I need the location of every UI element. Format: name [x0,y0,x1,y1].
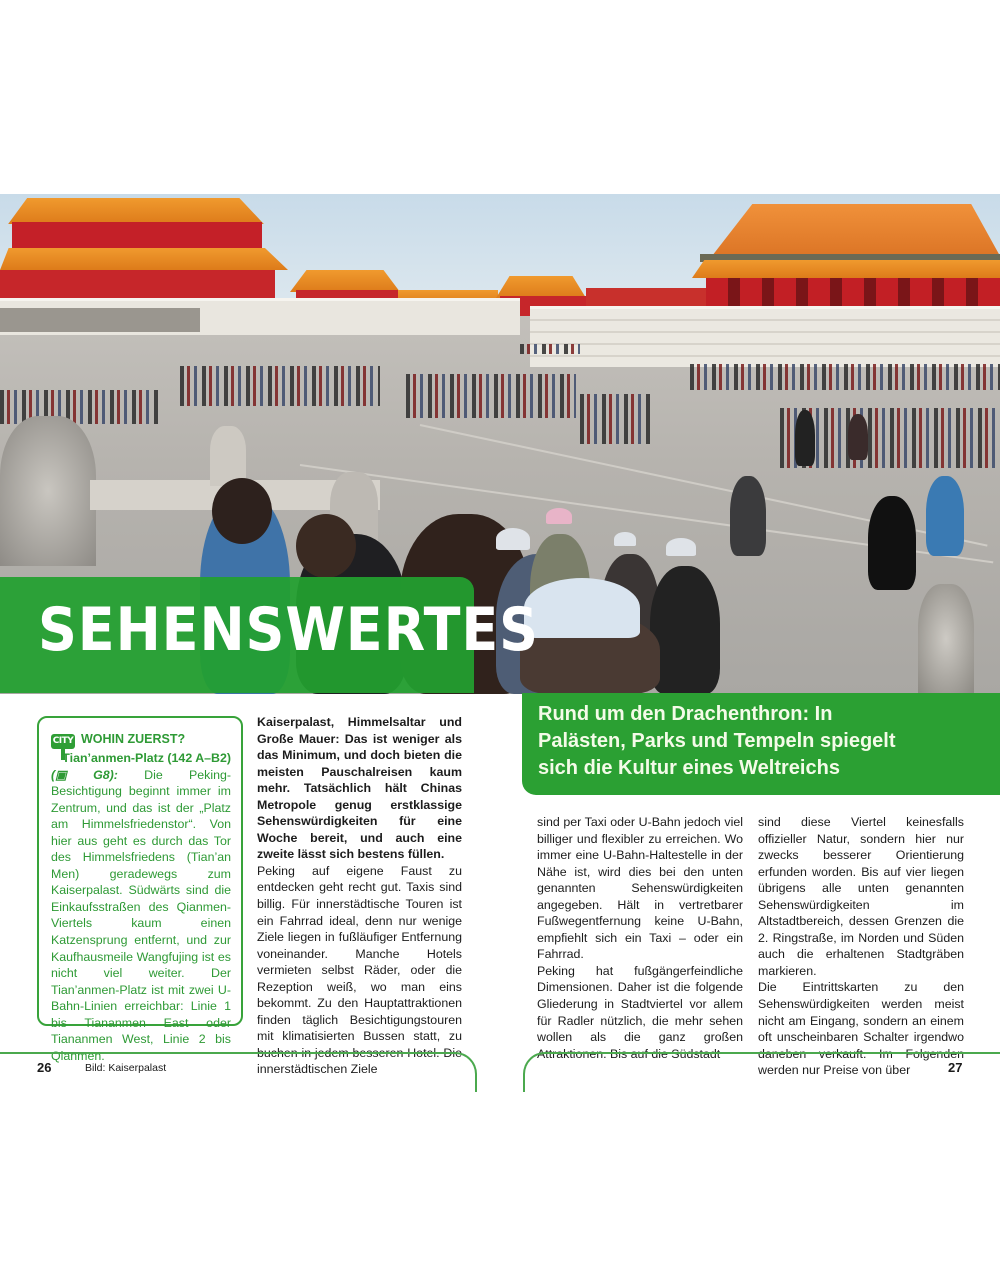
paragraph: Peking auf eigene Faust zu entdecken geht recht gut. Taxis sind billig. Für innerstädtische Touren ist ein Fahrrad ideal, denn nur wenige Ziele liegen in fußläufiger Entfernung voneinander. Manche Hotels vermieten selbst Räder, oder die Rezeption weiß, wo man eins bekommt. Zu den Hauptattraktionen finden täglich Besichtigungstouren mit klimatisierten Bussen statt, zu buchen in jedem besseren Hotel. Die innerstädtischen Ziele [257,863,462,1077]
paragraph: Peking hat fußgängerfeindliche Dimensionen. Daher ist die folgende Gliederung in Stadtviertel vor allem für Radler nützlich, die mehr sehen wollen als die ganz großen Attraktionen. Bis auf die Südstadt [537,963,743,1061]
section-title-band [0,577,539,693]
text-column-2 [257,714,462,1078]
text-column-3 [537,814,743,1062]
hero-photo-kaiserpalast [0,194,1000,694]
photo-balustrade [0,416,96,566]
photo-blue-cap [524,578,640,638]
map-reference[interactable] [51,768,118,782]
city-signpost-icon: CITY [51,734,75,762]
subtitle-line-3: sich die Kultur eines Weltreichs [538,757,840,779]
paragraph: Die Eintrittskarten zu den Sehenswürdigkeiten werden meist nicht am Eingang, sondern an einem oft unscheinbaren Schalter irgendwo daneben verkauft. Im Folgenden werden nur Preise von über [758,980,964,1078]
intro-lead: Kaiserpalast, Himmelsaltar und Große Mauer: Das ist weniger als das Minimum, und doch bieten die meisten Pauschalreisen kaum mehr. Tatsächlich hält Chinas Metropole genug erstklassige Sehenswürdigkeiten für eine Woche bereit, und auch eine zweite lässt sich bestens füllen. [257,715,462,862]
section-subtitle [538,701,896,782]
section-subtitle-band [522,693,1000,795]
wohin-zuerst-infobox [37,716,243,1063]
subtitle-line-1: Rund um den Drachenthron: In [538,703,833,725]
subtitle-line-2: Palästen, Parks und Tempeln spiegelt [538,730,896,752]
footer-rule-left [0,1052,477,1092]
infobox-text [51,750,231,1064]
text-column-4 [758,814,964,1079]
photo-terrace-right [530,306,1000,367]
map-icon: (▣ G8): [51,767,118,782]
infobox-place: Tian’anmen-Platz (142 A–B2) [62,751,231,765]
infobox-body: Die Peking-Besichtigung beginnt immer im Zentrum, und das ist der „Platz am Himmelsfriedenstor“. Von hier aus geht es durch das Tor des Himmelsfriedens (Tian’an Men) geradewegs zum Kaiserpalast. Südwärts sind die Einkaufsstraßen des Qianmen-Viertels kaum einen Katzensprung entfernt, und zur Kaufhausmeile Wangfujing ist es nicht viel weiter. Der Tian’anmen-Platz ist mit zwei U-Bahn-Linien erreichbar: Linie 1 bis Tiananmen East oder Tiananmen West, Linie 2 bis Qianmen. [51,767,231,1063]
paragraph: sind diese Viertel keinesfalls offizieller Natur, sondern hier nur zwecks besserer Orientierung erfunden worden. Bis auf vier liegen übrigens alle unten genannten Sehenswürdigkeiten im Altstadtbereich, dessen Grenzen die 2. Ringstraße, im Norden und Süden auch die erhaltenen Stadtgräben markieren. [758,815,964,978]
page-number-left: 26 [37,1060,52,1075]
section-title: SEHENSWERTES [38,595,539,665]
paragraph: sind per Taxi oder U-Bahn jedoch viel billiger und flexibler zu erreichen. Wo immer eine U-Bahn-Haltestelle in der Nähe ist, wird dies bei den unten genannten Sehenswürdigkeiten angegeben. Hält in vertretbarer Fußwegentfernung keine U-Bahn, empfiehlt sich ein Taxi – oder ein Fahrrad. [537,815,743,962]
photo-caption: Bild: Kaiserpalast [85,1062,167,1074]
footer-rule-right [523,1052,1000,1092]
page-number-right: 27 [948,1060,963,1075]
infobox-kicker: WOHIN ZUERST? [81,732,186,746]
